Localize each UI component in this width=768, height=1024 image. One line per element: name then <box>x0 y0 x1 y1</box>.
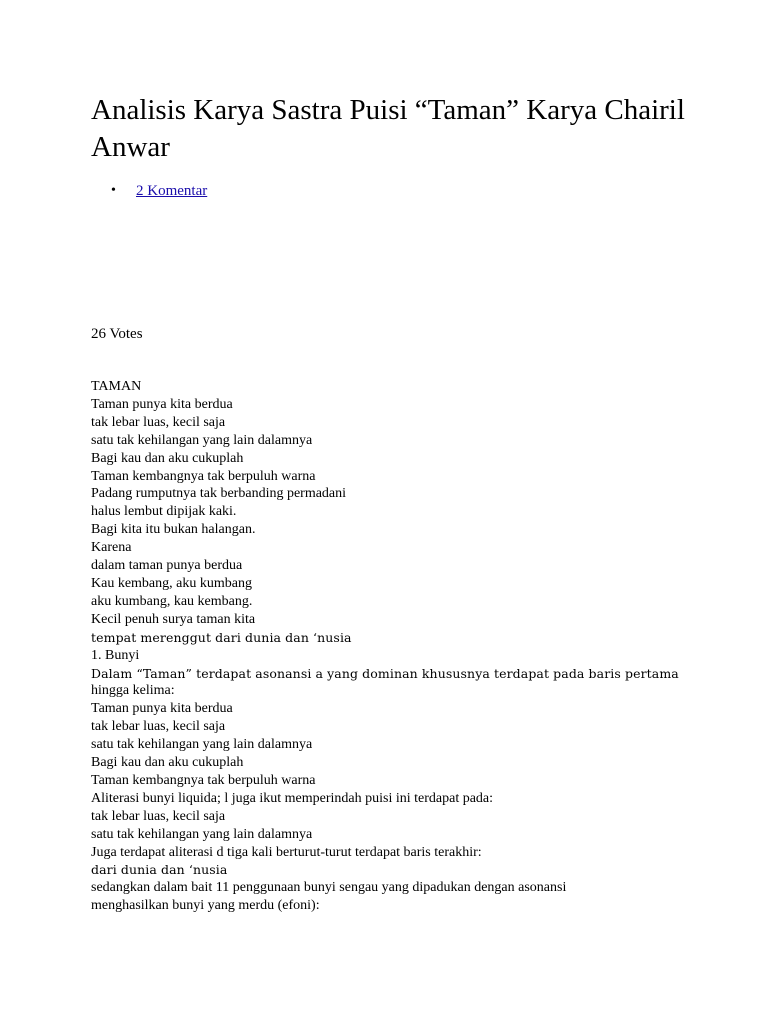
text-line: satu tak kehilangan yang lain dalamnya <box>91 826 313 842</box>
article-body <box>91 378 731 915</box>
text-line: Kau kembang, aku kumbang <box>91 575 252 591</box>
text-line: menghasilkan bunyi yang merdu (efoni): <box>91 898 320 914</box>
text-line: Taman punya kita berdua <box>91 701 233 717</box>
text-line: Bagi kau dan aku cukuplah <box>91 450 244 466</box>
text-line: Kecil penuh surya taman kita <box>91 611 256 627</box>
text-line: Aliterasi bunyi liquida; l juga ikut memperindah puisi ini terdapat pada: <box>91 790 494 806</box>
text-line: tak lebar luas, kecil saja <box>91 808 226 824</box>
text-line: dalam taman punya berdua <box>91 558 243 574</box>
text-line: tak lebar luas, kecil saja <box>91 414 226 430</box>
page-title: Analisis Karya Sastra Puisi “Taman” Karya Chairil Anwar <box>91 94 685 163</box>
text-line: sedangkan dalam bait 11 penggunaan bunyi sengau yang dipadukan dengan asonansi <box>91 880 567 896</box>
votes-count: 26 Votes <box>91 326 143 342</box>
text-line: Bagi kita itu bukan halangan. <box>91 522 256 538</box>
text-line: tempat merenggut dari dunia dan ‘nusia <box>91 629 352 645</box>
text-line: Dalam “Taman” terdapat asonansi a yang dominan khususnya terdapat pada baris pertama <box>91 665 679 681</box>
text-line: dari dunia dan ‘nusia <box>91 862 228 878</box>
meta-list <box>91 181 207 201</box>
section-heading: 1. Bunyi <box>91 647 140 663</box>
comments-link[interactable]: 2 Komentar <box>136 183 208 199</box>
list-item <box>91 181 207 201</box>
text-line: halus lembut dipijak kaki. <box>91 504 237 520</box>
text-line: satu tak kehilangan yang lain dalamnya <box>91 737 313 753</box>
text-line: Taman kembangnya tak berpuluh warna <box>91 468 316 484</box>
text-line: aku kumbang, kau kembang. <box>91 593 253 609</box>
text-line: Taman kembangnya tak berpuluh warna <box>91 772 316 788</box>
text-line: tak lebar luas, kecil saja <box>91 719 226 735</box>
poem-title: TAMAN <box>91 379 142 394</box>
bullet: • <box>111 183 116 198</box>
text-line: Juga terdapat aliterasi d tiga kali berturut-turut terdapat baris terakhir: <box>91 844 482 860</box>
text-line: Taman punya kita berdua <box>91 396 233 412</box>
text-line: Bagi kau dan aku cukuplah <box>91 755 244 771</box>
text-line: satu tak kehilangan yang lain dalamnya <box>91 432 313 448</box>
text-line: hingga kelima: <box>91 683 175 699</box>
text-line: Padang rumputnya tak berbanding permadani <box>91 486 347 502</box>
text-line: Karena <box>91 540 132 556</box>
